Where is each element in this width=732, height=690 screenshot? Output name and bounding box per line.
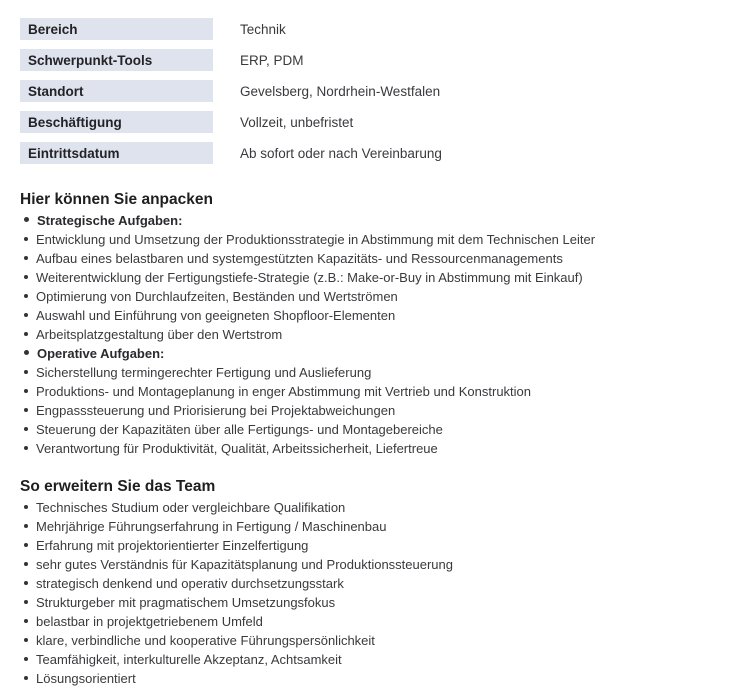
- detail-value-schwerpunkt-tools: ERP, PDM: [240, 52, 304, 68]
- list-item: [20, 555, 712, 574]
- list-item: [20, 574, 712, 593]
- tasks-bullet-list: [20, 211, 712, 458]
- list-item: [20, 344, 712, 363]
- list-item-text: Mehrjährige Führungserfahrung in Fertigung / Maschinenbau: [36, 519, 387, 534]
- list-item-text: Sicherstellung termingerechter Fertigung und Auslieferung: [36, 365, 372, 380]
- list-item-text: Engpasssteuerung und Priorisierung bei Projektabweichungen: [36, 403, 396, 418]
- section-title-tasks: Hier können Sie anpacken: [20, 191, 213, 208]
- list-item-text: Operative Aufgaben:: [37, 346, 165, 361]
- bullet-icon: [24, 332, 28, 336]
- list-item-text: strategisch denkend und operativ durchsetzungsstark: [36, 576, 344, 591]
- list-item-text: Produktions- und Montageplanung in enger Abstimmung mit Vertrieb und Konstruktion: [36, 384, 532, 399]
- list-item-text: sehr gutes Verständnis für Kapazitätsplanung und Produktionssteuerung: [36, 557, 453, 572]
- bullet-icon: [24, 408, 28, 412]
- list-item-text: Teamfähigkeit, interkulturelle Akzeptanz, Achtsamkeit: [36, 652, 342, 667]
- bullet-icon: [24, 619, 28, 623]
- list-item: [20, 325, 712, 344]
- list-item: [20, 612, 712, 631]
- list-item: [20, 517, 712, 536]
- list-item: [20, 439, 712, 458]
- list-item: [20, 230, 712, 249]
- detail-value-bereich: Technik: [240, 21, 286, 37]
- bullet-icon: [24, 562, 28, 566]
- detail-row-bereich: [20, 18, 712, 40]
- list-item-text: Optimierung von Durchlaufzeiten, Beständen und Wertströmen: [36, 289, 398, 304]
- list-item-text: Verantwortung für Produktivität, Qualität, Arbeitssicherheit, Liefertreue: [36, 441, 438, 456]
- list-item: [20, 382, 712, 401]
- section-title-profile: So erweitern Sie das Team: [20, 478, 216, 495]
- list-item: [20, 536, 712, 555]
- list-item-text: Arbeitsplatzgestaltung über den Wertstrom: [36, 327, 283, 342]
- detail-row-schwerpunkt-tools: [20, 49, 712, 71]
- list-item-text: Technisches Studium oder vergleichbare Qualifikation: [36, 500, 346, 515]
- bullet-icon: [24, 524, 28, 528]
- detail-label-standort: Standort: [20, 80, 213, 102]
- list-item: [20, 631, 712, 650]
- list-item-text: Weiterentwicklung der Fertigungstiefe-Strategie (z.B.: Make-or-Buy in Abstimmung mit Einkauf): [36, 270, 583, 285]
- list-item-text: Aufbau eines belastbaren und systemgestützten Kapazitäts- und Ressourcenmanagements: [36, 251, 563, 266]
- list-item: [20, 211, 712, 230]
- list-item-text: Auswahl und Einführung von geeigneten Shopfloor-Elementen: [36, 308, 396, 323]
- detail-row-beschaeftigung: [20, 111, 712, 133]
- list-item: [20, 420, 712, 439]
- list-item: [20, 268, 712, 287]
- list-item-text: belastbar in projektgetriebenem Umfeld: [36, 614, 263, 629]
- bullet-icon: [24, 350, 29, 355]
- detail-label-schwerpunkt-tools: Schwerpunkt-Tools: [20, 49, 213, 71]
- bullet-icon: [24, 256, 28, 260]
- bullet-icon: [24, 600, 28, 604]
- list-item: [20, 498, 712, 517]
- bullet-icon: [24, 581, 28, 585]
- detail-value-standort: Gevelsberg, Nordrhein-Westfalen: [240, 83, 441, 99]
- bullet-icon: [24, 638, 28, 642]
- list-item-text: Erfahrung mit projektorientierter Einzelfertigung: [36, 538, 309, 553]
- list-item: [20, 249, 712, 268]
- bullet-icon: [24, 446, 28, 450]
- list-item: [20, 650, 712, 669]
- list-item-text: klare, verbindliche und kooperative Führungspersönlichkeit: [36, 633, 375, 648]
- list-item-text: Strategische Aufgaben:: [37, 213, 183, 228]
- bullet-icon: [24, 543, 28, 547]
- bullet-icon: [24, 237, 28, 241]
- bullet-icon: [24, 505, 28, 509]
- bullet-icon: [24, 217, 29, 222]
- list-item-text: Entwicklung und Umsetzung der Produktionsstrategie in Abstimmung mit dem Technischen Leiter: [36, 232, 596, 247]
- list-item: [20, 287, 712, 306]
- list-item: [20, 363, 712, 382]
- bullet-icon: [24, 370, 28, 374]
- bullet-icon: [24, 676, 28, 680]
- bullet-icon: [24, 275, 28, 279]
- bullet-icon: [24, 389, 28, 393]
- list-item: [20, 401, 712, 420]
- detail-label-eintrittsdatum: Eintrittsdatum: [20, 142, 213, 164]
- detail-value-eintrittsdatum: Ab sofort oder nach Vereinbarung: [240, 145, 442, 161]
- list-item: [20, 593, 712, 612]
- detail-label-beschaeftigung: Beschäftigung: [20, 111, 213, 133]
- detail-row-standort: [20, 80, 712, 102]
- detail-label-bereich: Bereich: [20, 18, 213, 40]
- bullet-icon: [24, 294, 28, 298]
- detail-value-beschaeftigung: Vollzeit, unbefristet: [240, 114, 354, 130]
- bullet-icon: [24, 657, 28, 661]
- list-item: [20, 669, 712, 688]
- list-item-text: Strukturgeber mit pragmatischem Umsetzungsfokus: [36, 595, 336, 610]
- bullet-icon: [24, 313, 28, 317]
- detail-row-eintrittsdatum: [20, 142, 712, 164]
- list-item: [20, 306, 712, 325]
- list-item-text: Steuerung der Kapazitäten über alle Fertigungs- und Montagebereiche: [36, 422, 443, 437]
- bullet-icon: [24, 427, 28, 431]
- list-item-text: Lösungsorientiert: [36, 671, 136, 686]
- profile-bullet-list: [20, 498, 712, 688]
- job-details-table: [20, 18, 712, 164]
